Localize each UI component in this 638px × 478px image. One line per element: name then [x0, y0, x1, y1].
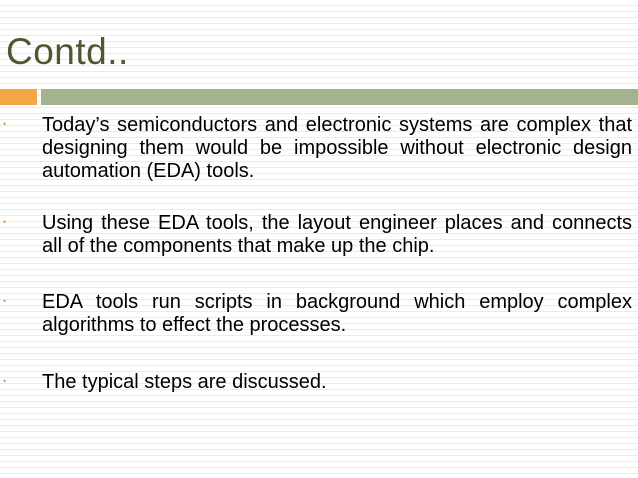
bullet-dot-icon: • — [3, 217, 7, 227]
bullet-text: Using these EDA tools, the layout engineer places and connects all of the components that make up the chip. — [42, 212, 632, 257]
bullet-text: EDA tools run scripts in background which employ complex algorithms to effect the processes. — [42, 291, 632, 336]
bullet-dot-icon: • — [3, 119, 7, 129]
bullet-text: The typical steps are discussed. — [42, 371, 327, 393]
bullet-dot-icon: • — [3, 376, 7, 386]
bullet-text: Today’s semiconductors and electronic systems are complex that designing them would be impossible without electronic design automation (EDA) tools. — [42, 114, 632, 182]
slide-title: Contd.. — [6, 31, 129, 72]
accent-bar-green — [41, 89, 638, 105]
accent-bar-orange — [0, 89, 37, 105]
bullet-dot-icon: • — [3, 296, 7, 306]
